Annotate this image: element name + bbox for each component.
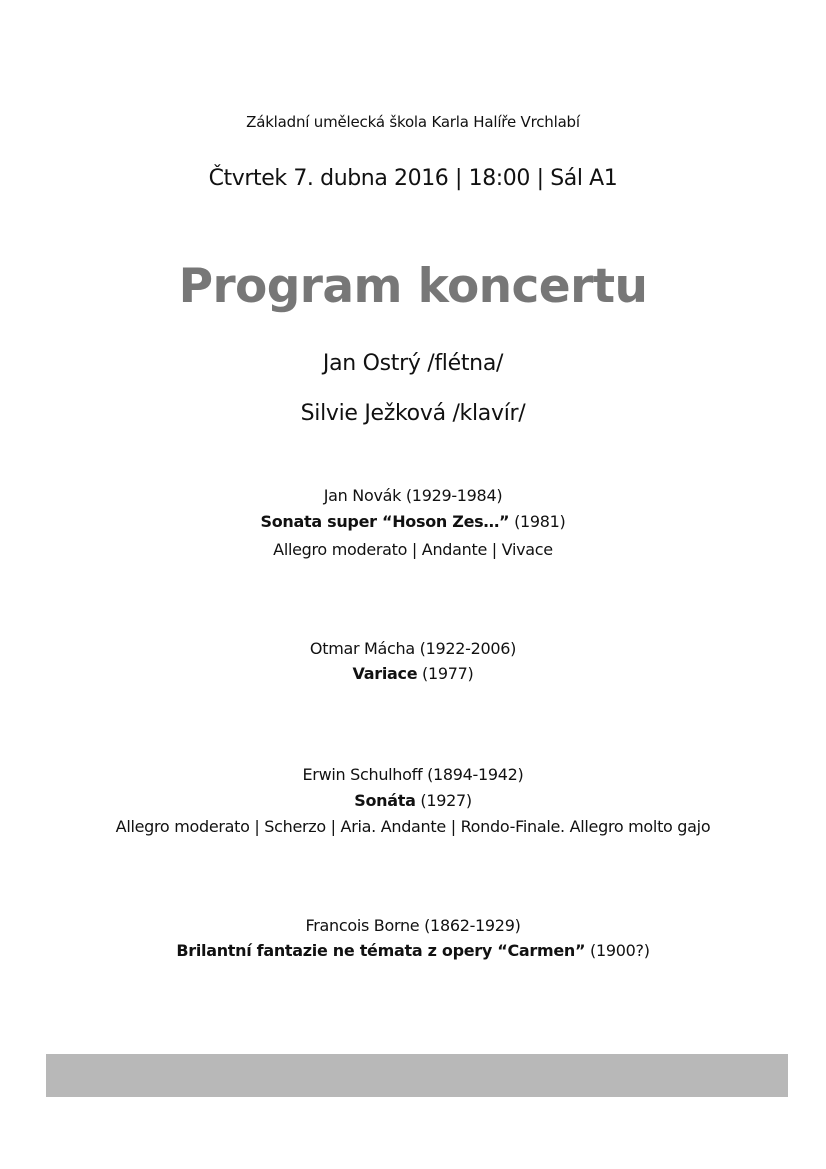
program-3-title [0, 791, 826, 810]
program-1-composer: Jan Novák (1929-1984) [323, 486, 503, 505]
program-3-movements: Allegro moderato | Scherzo | Aria. Andante | Rondo-Finale. Allegro molto gajo [115, 817, 711, 836]
concert-date-time-venue: Čtvrtek 7. dubna 2016 | 18:00 | Sál A1 [208, 166, 618, 191]
program-1-year: (1981) [514, 512, 566, 531]
program-2-title [0, 664, 826, 683]
performer-flute: Jan Ostrý /flétna/ [322, 351, 504, 376]
program-2-year: (1977) [422, 664, 474, 683]
page-title: Program koncertu [178, 259, 648, 314]
performer-piano: Silvie Ježková /klavír/ [300, 401, 526, 426]
program-3-composer: Erwin Schulhoff (1894-1942) [302, 765, 524, 784]
footer-bar [46, 1054, 788, 1097]
program-4-title [0, 941, 826, 960]
program-2-work: Variace [352, 664, 418, 683]
program-4-work: Brilantní fantazie ne témata z opery “Carmen” [176, 941, 586, 960]
school-name: Základní umělecká škola Karla Halíře Vrchlabí [246, 113, 580, 131]
program-1-work: Sonata super “Hoson Zes…” [260, 512, 510, 531]
program-1-title [0, 512, 826, 531]
program-3-work: Sonáta [354, 791, 416, 810]
program-4-composer: Francois Borne (1862-1929) [305, 916, 521, 935]
program-2-composer: Otmar Mácha (1922-2006) [309, 639, 517, 658]
program-4-year: (1900?) [590, 941, 650, 960]
program-3-year: (1927) [420, 791, 472, 810]
program-1-movements: Allegro moderato | Andante | Vivace [273, 540, 553, 559]
